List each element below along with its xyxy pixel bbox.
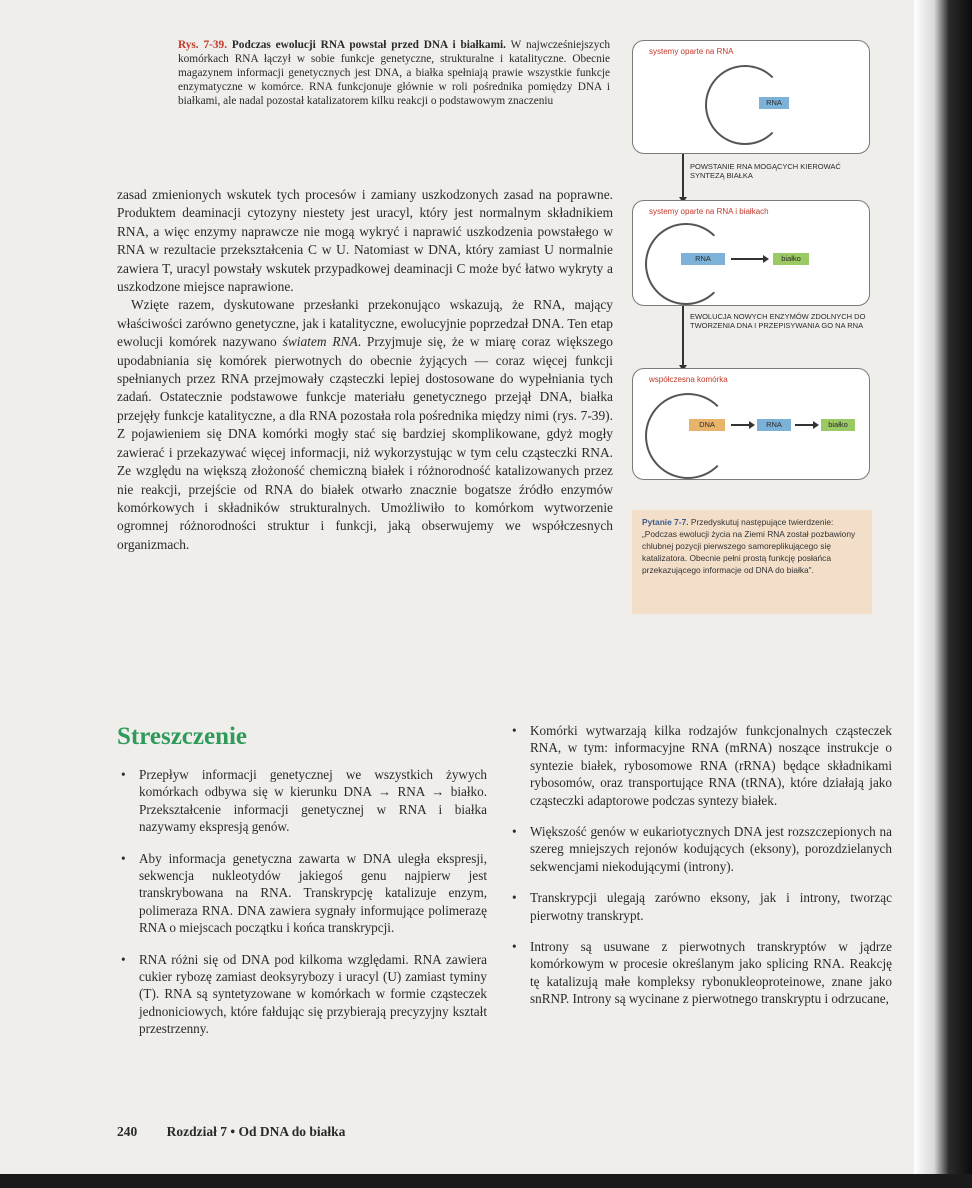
- summary-title: Streszczenie: [117, 723, 248, 750]
- paragraph-2: Wzięte razem, dyskutowane przesłanki przekonująco wskazują, że RNA, mający właściwości zarówno genetyczne, jak i katalityczne, ewolucyjnie poprzedzał DNA. Ten etap ewolucji komórek nazywano światem RNA. Przyjmuje się, że w miarę coraz większego upodabniania się komórek pierwotnych do obecnie żyjących — coraz więcej funkcji spełnianych przez RNA przejmowały cząsteczki lepiej dostosowane do wypełniania tych zadań. Ostatecznie podstawowe funkcje materiału genetycznego przejął DNA, białka przejęły funkcje katalityczne, a dla RNA pozostała rola pośrednika między nimi (rys. 7-39). Z pojawieniem się DNA komórki mogły stać się bardziej skomplikowane, gdyż mogły zawierać i przekazywać więcej informacji, niż wykorzystując w tym celu cząsteczki RNA. Ze względu na większą złożoność chemiczną białek i różnorodność katalizowanych przez nie reakcji, przejście od RNA do białek otwarło znacznie bogatsze źródło enzymów komórkowych i składników strukturalnych. Umożliwiło to komórkom wytworzenie ogromnej różnorodności struktur i funkcji, jaką obserwujemy we współczesnych organizmach.: [117, 297, 613, 552]
- chapter-title: Rozdział 7 • Od DNA do białka: [166, 1124, 346, 1139]
- modern-cell-box: [632, 368, 870, 480]
- summary-bullet: • Introny są usuwane z pierwotnych transkryptów w jądrze komórkowym w procesie określanym jako splicing RNA. Reakcję tę katalizują małe kompleksy rybonukleoproteinowe, znane jako snRNP. Introny są wycinane z pierwotnego transkryptu i odrzucane,: [508, 938, 892, 1008]
- paragraph-1: zasad zmienionych wskutek tych procesów i zamiany uszkodzonych zasad na poprawne. Produktem deaminacji cytozyny niestety jest uracyl, który jest normalnym składnikiem RNA, a więc enzymy naprawcze nie mogą wykryć i naprawić uszkodzenia powstałego w RNA w rezultacie przekształcenia C w U. Natomiast w DNA, który zamiast U normalnie zawiera T, uracyl powstały wskutek przypadkowej deaminacji C może być łatwo wykryty a uszkodzone miejsce naprawione.: [117, 187, 613, 295]
- cycle-arrow-icon: [645, 393, 731, 479]
- rna-protein-systems-box: [632, 200, 870, 306]
- protein-molecule: białko: [821, 419, 855, 431]
- body-text: [117, 186, 613, 554]
- summary-left-column: [117, 766, 487, 1052]
- rna-molecule: RNA: [757, 419, 791, 431]
- figure-title: Podczas ewolucji RNA powstał przed DNA i białkami.: [231, 39, 506, 51]
- rna-systems-box: [632, 40, 870, 154]
- figure-caption: [178, 38, 610, 108]
- rna-molecule: RNA: [681, 253, 725, 265]
- page-footer: [117, 1124, 345, 1140]
- summary-bullet: • RNA różni się od DNA pod kilkoma względami. RNA zawiera cukier rybozę zamiast deoksyrybozy i uracyl (U) zamiast tyminy (T). RNA są syntetyzowane w komórkach w formie cząsteczek jednoniciowych, które fałdując się przybierają precyzyjny kształt przestrzenny.: [117, 951, 487, 1038]
- summary-bullet: • Transkrypcji ulegają zarówno eksony, jak i introny, tworząc pierwotny transkrypt.: [508, 889, 892, 924]
- page-edge-shadow: [914, 0, 972, 1188]
- step-label-1: POWSTANIE RNA MOGĄCYCH KIEROWAĆ SYNTEZĄ BIAŁKA: [690, 162, 841, 180]
- dna-molecule: DNA: [689, 419, 725, 431]
- question-number: Pytanie 7-7.: [642, 517, 689, 527]
- right-arrow-icon: [795, 424, 815, 426]
- box-label: systemy oparte na RNA: [649, 47, 734, 56]
- emphasis-rna-world: światem RNA: [282, 334, 358, 350]
- summary-bullet: • Komórki wytwarzają kilka rodzajów funkcjonalnych cząsteczek RNA, w tym: informacyjne RNA (mRNA) noszące instrukcje o syntezie białek, rybosomowe RNA (rRNA) będące składnikami rybosomów, oraz transportujące RNA (tRNA), które działają jako cząsteczki adaptorowe podczas syntezy białek.: [508, 722, 892, 809]
- summary-bullet: • Przepływ informacji genetycznej we wszystkich żywych komórkach odbywa się w kierunku DNA → RNA → białko. Przekształcenie informacji genetycznej w RNA i białka nazywamy ekspresją genów.: [117, 766, 487, 836]
- protein-molecule: białko: [773, 253, 809, 265]
- scan-border: [0, 1174, 972, 1188]
- right-arrow-icon: [731, 424, 751, 426]
- summary-bullet: • Aby informacja genetyczna zawarta w DNA uległa ekspresji, sekwencja nukleotydów jakiegoś genu najpierw jest transkrybowana na RNA. Transkrypcję katalizuje enzym, polimeraza RNA. DNA zawiera sygnały informujące polimerazę RNA o miejscach początku i końca transkrypcji.: [117, 850, 487, 937]
- summary-right-column: [508, 722, 892, 1022]
- summary-bullet: • Większość genów w eukariotycznych DNA jest rozszczepionych na szereg mniejszych rejonów kodujących (eksony), porozdzielanych sekwencjami niekodującymi (introny).: [508, 823, 892, 875]
- box-label: współczesna komórka: [649, 375, 728, 384]
- figure-number: Rys. 7-39.: [178, 39, 228, 51]
- step-label-2: EWOLUCJA NOWYCH ENZYMÓW ZDOLNYCH DO TWORZENIA DNA I PRZEPISYWANIA GO NA RNA: [690, 312, 866, 330]
- question-text: Przedyskutuj następujące twierdzenie: „Podczas ewolucji życia na Ziemi RNA został pozbawiony chlubnej pozycji pierwszego samoreplikującego się katalizatora. Obecnie pełni prostą funkcję posłańca przekazującego informacje od DNA do białka".: [642, 517, 856, 575]
- page-number: 240: [117, 1124, 138, 1139]
- rna-molecule: RNA: [759, 97, 789, 109]
- right-arrow-icon: [731, 258, 765, 260]
- figure-caption-text: W najwcześniejszych komórkach RNA łączył w sobie funkcje genetyczne, strukturalne i katalityczne. Obecnie magazynem informacji genetycznych jest DNA, a białka spełniają prawie wszystkie funkcje enzymatyczne w komórce. RNA funkcjonuje głównie w roli pośrednika pomiędzy DNA i białkami, ale nadal pozostał katalizatorem kilku reakcji o podstawowym znaczeniu: [178, 39, 611, 107]
- question-box: [632, 510, 872, 614]
- box-label: systemy oparte na RNA i białkach: [649, 207, 769, 216]
